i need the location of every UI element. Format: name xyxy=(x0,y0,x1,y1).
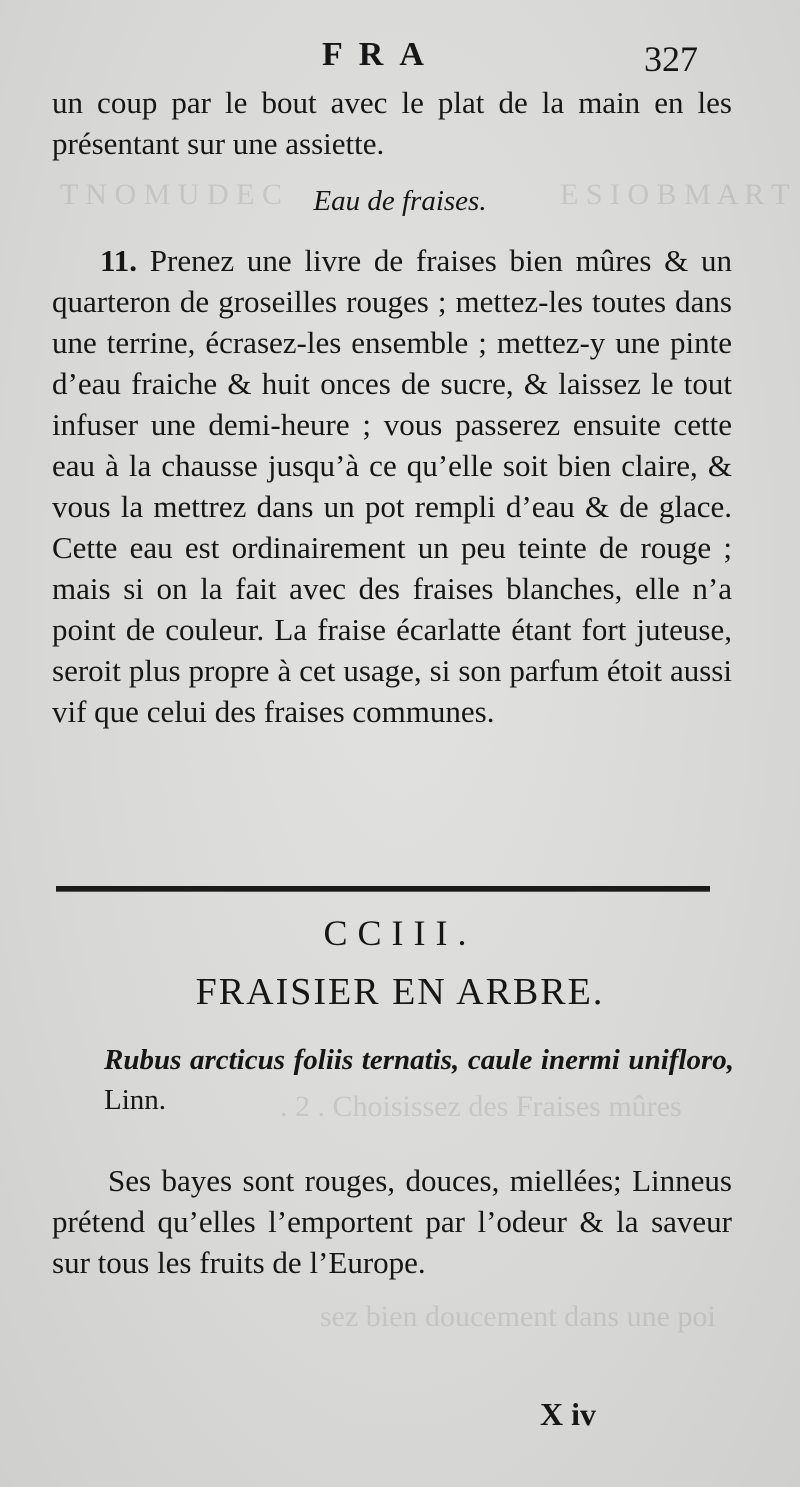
catchword: X iv xyxy=(540,1396,596,1432)
running-head: FRA xyxy=(322,36,440,73)
recipe-title: Eau de fraises. xyxy=(313,185,487,217)
latin-name xyxy=(104,1040,734,1120)
recipe-paragraph xyxy=(52,240,732,732)
continuation-paragraph: un coup par le bout avec le plat de la main en les présentant sur une assiette. xyxy=(52,85,732,161)
description-paragraph: Ses bayes sont rouges, douces, miellées; Linneus prétend qu’elles l’emportent par l’odeur & la saveur sur tous les fruits de l’Europe. xyxy=(52,1163,732,1280)
page-header xyxy=(0,32,800,82)
show-through: T N O M U D E C xyxy=(60,178,282,211)
show-through: E S I O B M A R T xyxy=(560,178,790,211)
page-number: 327 xyxy=(644,39,698,79)
latin-binomial: Rubus arcticus foliis ternatis, caule inermi unifloro, xyxy=(104,1044,734,1076)
show-through: . 2 . Choisissez des Fraises mûres xyxy=(280,1090,682,1123)
section-number: CCIII. xyxy=(323,913,477,953)
latin-author: Linn. xyxy=(104,1084,167,1116)
recipe-number: 11. xyxy=(100,243,138,278)
recipe-text: Prenez une livre de fraises bien mûres & un quarteron de groseilles rouges ; mettez-les toutes dans une terrine, écrasez-les ensemble ; mettez-y une pinte d’eau fraiche & huit onces de sucre, & laissez le tout infuser une demi-heure ; vous passerez ensuite cette eau à la chausse jusqu’à ce qu’elle soit bien claire, & vous la mettrez dans un pot rempli d’eau & de glace. Cette eau est ordinairement un peu teinte de rouge ; mais si on la fait avec des fraises blanches, elle n’a point de couleur. La fraise écarlatte étant fort juteuse, seroit plus propre à cet usage, si son parfum étoit aussi vif que celui des fraises communes. xyxy=(52,243,733,729)
section-title: FRAISIER EN ARBRE. xyxy=(195,971,605,1013)
section-divider xyxy=(56,886,710,892)
show-through: sez bien doucement dans une poi xyxy=(320,1300,716,1333)
